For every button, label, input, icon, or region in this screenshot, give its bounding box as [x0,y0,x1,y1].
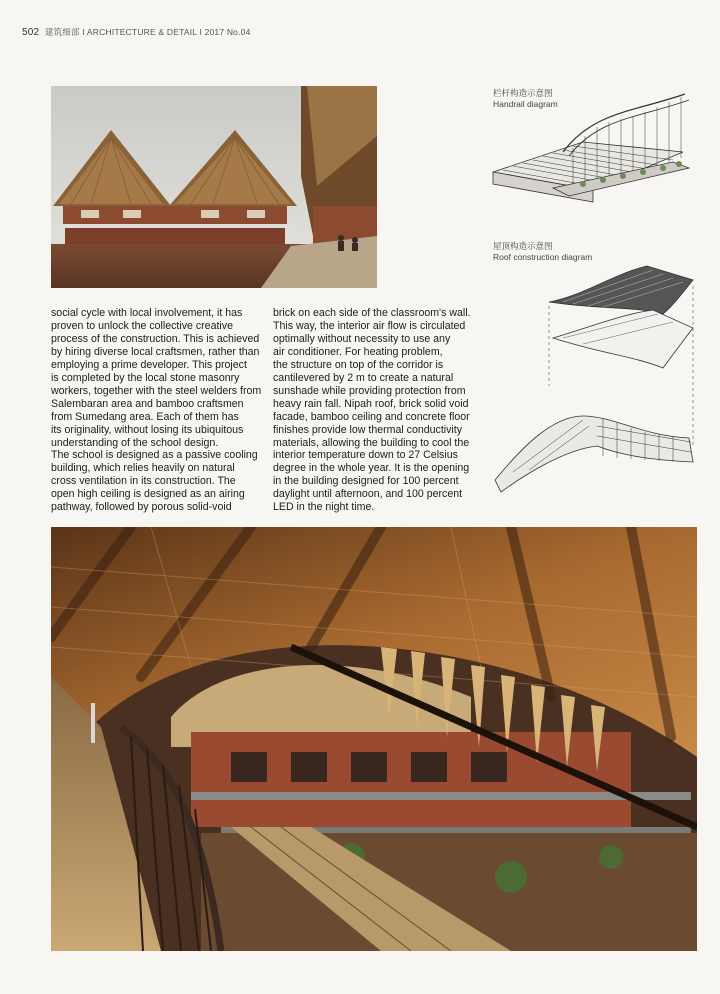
school-exterior-image [51,86,377,288]
body-text-column-1: social cycle with local involvement, it has proven to unlock the collective creative process of the construction. This is achieved by hiring diverse local craftsmen, rather than employing a prime developer. This project is completed by the local stone masonry workers, together with the steel welders from Salembaran area and bamboo craftsmen from Sumedang area. Each of them has its originality, without losing its ubiquitous understanding of the school design. The school is designed as a passive cooling building, which relies heavily on natural cross ventilation in its construction. The open high ceiling is designed as an airing pathway, followed by porous solid-void [51,307,262,514]
roof-construction-diagram [493,266,703,506]
school-exterior-photo [51,86,377,288]
page-number: 502 [22,27,40,38]
handrail-caption-en: Handrail diagram [493,99,558,109]
section-name: ARCHITECTURE & DETAIL [86,27,197,37]
handrail-caption-cn: 栏杆构造示意图 [493,88,553,98]
roof-diagram-caption [493,241,592,263]
bamboo-corridor-image [51,527,697,951]
roof-caption-en: Roof construction diagram [493,252,593,262]
bamboo-corridor-photo [51,527,697,951]
roof-caption-cn: 屋顶构造示意图 [493,241,553,251]
handrail-diagram [493,92,703,232]
magazine-name-cn: 建筑细部 [44,27,80,37]
body-text-column-2: brick on each side of the classroom's wall. This way, the interior air flow is circulated optimally without necessity to use any air conditioner. For heating problem, the structure on top of the corridor is cantilevered by 2 m to create a natural sunshade while providing protection from heavy rain fall. Nipah roof, brick solid void facade, bamboo ceiling and concrete floor finishes provide low thermal conductivity materials, allowing the building to cool the interior temperature down to 27 Celsius degree in the whole year. It is the opening in the building designed for 100 percent daylight until afternoon, and 100 percent LED in the night time. [273,307,471,514]
issue-label: 2017 No.04 [204,27,251,37]
running-header: 502 建筑细部 I ARCHITECTURE & DETAIL I 2017 No.04 [22,27,251,38]
